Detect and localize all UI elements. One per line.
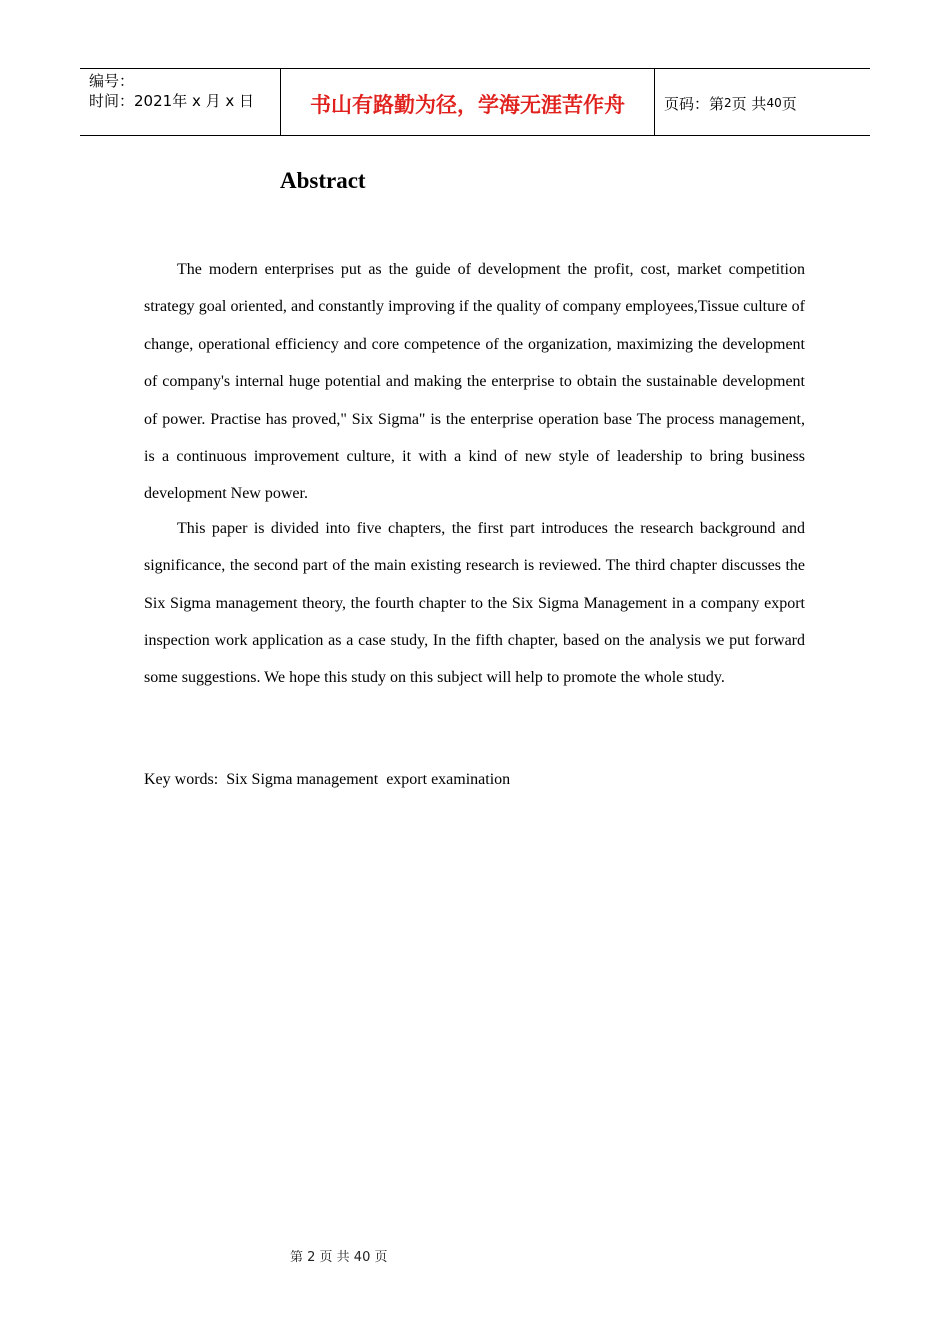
page-suffix: 页 [781,94,797,113]
date-rest: 年 x 月 x 日 [172,92,255,110]
serial-number-label: 编号： [89,72,135,90]
abstract-body [144,251,805,697]
date-year: 2021 [134,92,173,110]
paragraph: The modern enterprises put as the guide of development the profit, cost, market competition strategy goal oriented, and constantly improving if the quality of company employees,Tissue culture of change, operational efficiency and core competence of the organization, maximizing the development of company's internal huge potential and making the enterprise to obtain the sustainable development of power. Practise has proved," Six Sigma" is the enterprise operation base The process management, is a continuous improvement culture, it with a kind of new style of leadership to bring business development New power. [144,261,805,503]
page-prefix: 页码：第 [664,94,725,113]
header-page-info [655,69,870,135]
date-prefix: 时间： [89,92,135,110]
header-motto: 书山有路勤为径，学海无涯苦作舟 [281,69,655,135]
header-meta [80,69,281,135]
page-current: 2 [724,96,732,110]
page-mid: 页 共 [731,94,767,113]
keywords: Key words: Six Sigma management export examination [144,771,511,788]
page-total: 40 [766,96,782,110]
paragraph: This paper is divided into five chapters, the first part introduces the research background and significance, the second part of the main existing research is reviewed. The third chapter discusses the Six Sigma management theory, the fourth chapter to the Six Sigma Management in a company export inspection work application as a case study, In the fifth chapter, based on the analysis we put forward some suggestions. We hope this study on this subject will help to promote the whole study. [144,519,805,687]
page-title: Abstract [280,168,366,193]
page-header [80,68,870,136]
page-footer: 第 2 页 共 40 页 [290,1250,388,1265]
date-line [89,91,280,111]
